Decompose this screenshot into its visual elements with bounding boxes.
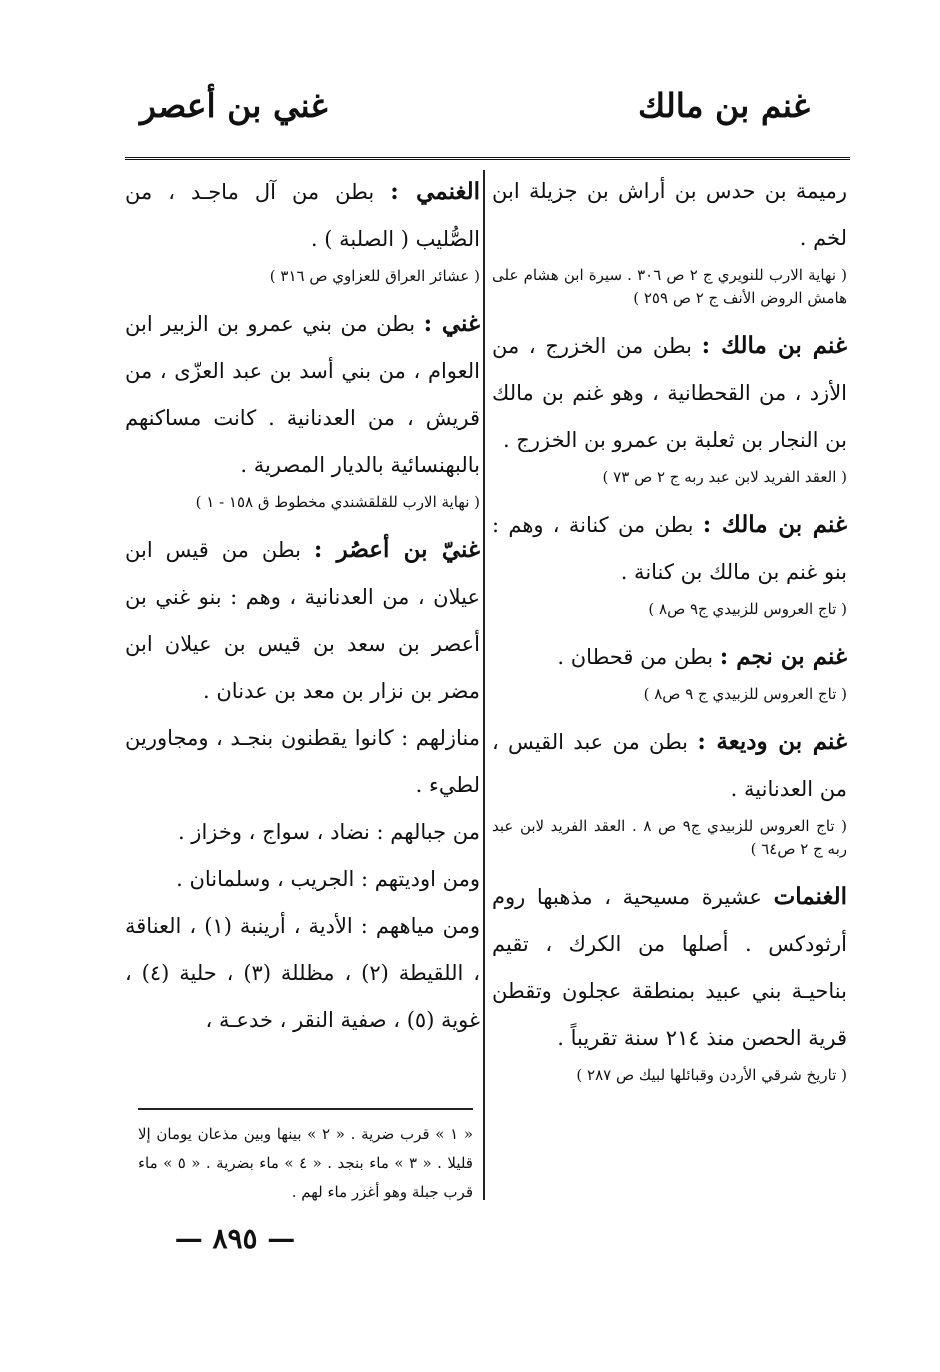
entry-text: بطن من الخزرج ، من الأزد ، من القحطانية ، وهو غنم بن مالك بن النجار بن ثعلبة بن عمرو بن الخزرج . [492,334,847,452]
running-header-right: غنم بن مالك [637,86,810,125]
entry [125,526,480,715]
entry [125,300,480,489]
entry [125,856,480,903]
entry [125,715,480,809]
entry [492,873,847,1062]
entry-heading: غنم بن نجم : [719,643,847,670]
footnote-rule [138,1108,473,1110]
entry-text: من جبالهم : نضاد ، سواج ، وخزاز . [177,820,480,844]
entry-heading: غنم بن وديعة : [697,728,847,755]
entry-source: ( تاريخ شرقي الأردن وقبائلها لبيك ص ٢٨٧ ) [576,1066,847,1084]
entry-text: بطن من كنانة ، وهم : بنو غنم بن مالك بن كنانة . [492,513,847,584]
entry-heading: الغنمات [773,883,847,910]
entry-text: بطن من قحطان . [557,645,714,669]
entry-text: بطن من قيس ابن عيلان ، من العدنانية ، وهم : بنو غني بن أعصر بن سعد بن قيس بن عيلان ابن مضر بن نزار بن معد بن عدنان . [125,538,480,703]
entry [492,322,847,464]
entry-source: ( تاج العروس للزبيدي ج٩ ص ٨ . العقد الفريد لابن عبد ربه ج ٢ ص٦٤ ) [492,817,848,858]
footnotes: « ١ » قرب ضرية . « ٢ » بينها وبين مذعان يومان إلا قليلا . « ٣ » ماء بنجد . « ٤ » ماء بضرية . « ٥ » ماء قرب جبلة وهو أغزر ماء لهم . [138,1125,473,1201]
entry-text: ومن اوديتهم : الجريب ، وسلمانان . [176,867,480,891]
entry-text: ومن مياههم : الأدية ، أرينبة (١) ، العناقة ، اللقيطة (٢) ، مظللة (٣) ، حلية (٤) ، غوية (٥) ، صفية النقر ، خدعـة ، [125,914,481,1032]
entry-source: ( تاج العروس للزبيدي ج ٩ ص٨ ) [643,685,847,703]
entry-source: ( العقد الفريد لابن عبد ربه ج ٢ ص ٧٣ ) [602,468,847,486]
page-number: — ٨٩٥ — [174,1222,296,1255]
entry-text: بطن من بني عمرو بن الزبير ابن العوام ، من بني أسد بن عبد العزّى ، من قريش ، من العدنانية . كانت مساكنهم بالبهنسائية بالديار المصرية . [125,312,480,477]
entry-text: بطن من آل ماجـد ، من الصُّليب ( الصلبة ) . [125,180,480,251]
left-column [125,168,480,1044]
entry-text: بطن من عبد القيس ، من العدنانية . [492,730,847,801]
column-divider [483,170,485,1200]
running-header-left: غني بن أعصر [140,86,328,125]
right-column [492,168,847,1099]
entry [492,633,847,681]
entry-heading: الغنمي : [390,178,480,205]
entry-source: ( عشائر العراق للعزاوي ص ٣١٦ ) [269,267,480,285]
entry-source: ( نهاية الارب للقلقشندي مخطوط ق ١٥٨ - ١ ) [195,493,480,511]
entry-heading: غنم بن مالك : [702,511,847,538]
entry [492,718,847,813]
entry-text: عشيرة مسيحية ، مذهبها روم أرثودكس . أصلها من الكرك ، تقيم بناحيـة بني عبيد بمنطقة عجلون وتقطن قرية الحصن منذ ٢١٤ سنة تقريباً . [492,885,847,1050]
entry [492,168,847,262]
entry-heading: غنيّ بن أعصُر : [313,536,480,563]
entry-source: ( تاج العروس للزبيدي ج٩ ص٨ ) [648,600,847,618]
entry [125,903,480,1044]
entry-text: رميمة بن حدس بن أراش بن جزيلة ابن لخم . [492,179,847,250]
entry [492,501,847,596]
entry [125,809,480,856]
entry-source: ( نهاية الارب للنويري ج ٢ ص ٣٠٦ . سيرة ابن هشام على هامش الروض الأنف ج ٢ ص ٢٥٩ ) [492,266,847,307]
entry-heading: غني : [423,310,480,337]
header-rule [125,157,850,163]
entry-heading: غنم بن مالك : [701,332,847,359]
entry-text: منازلهم : كانوا يقطنون بنجـد ، ومجاورين لطيء . [125,726,480,797]
entry [125,168,480,263]
